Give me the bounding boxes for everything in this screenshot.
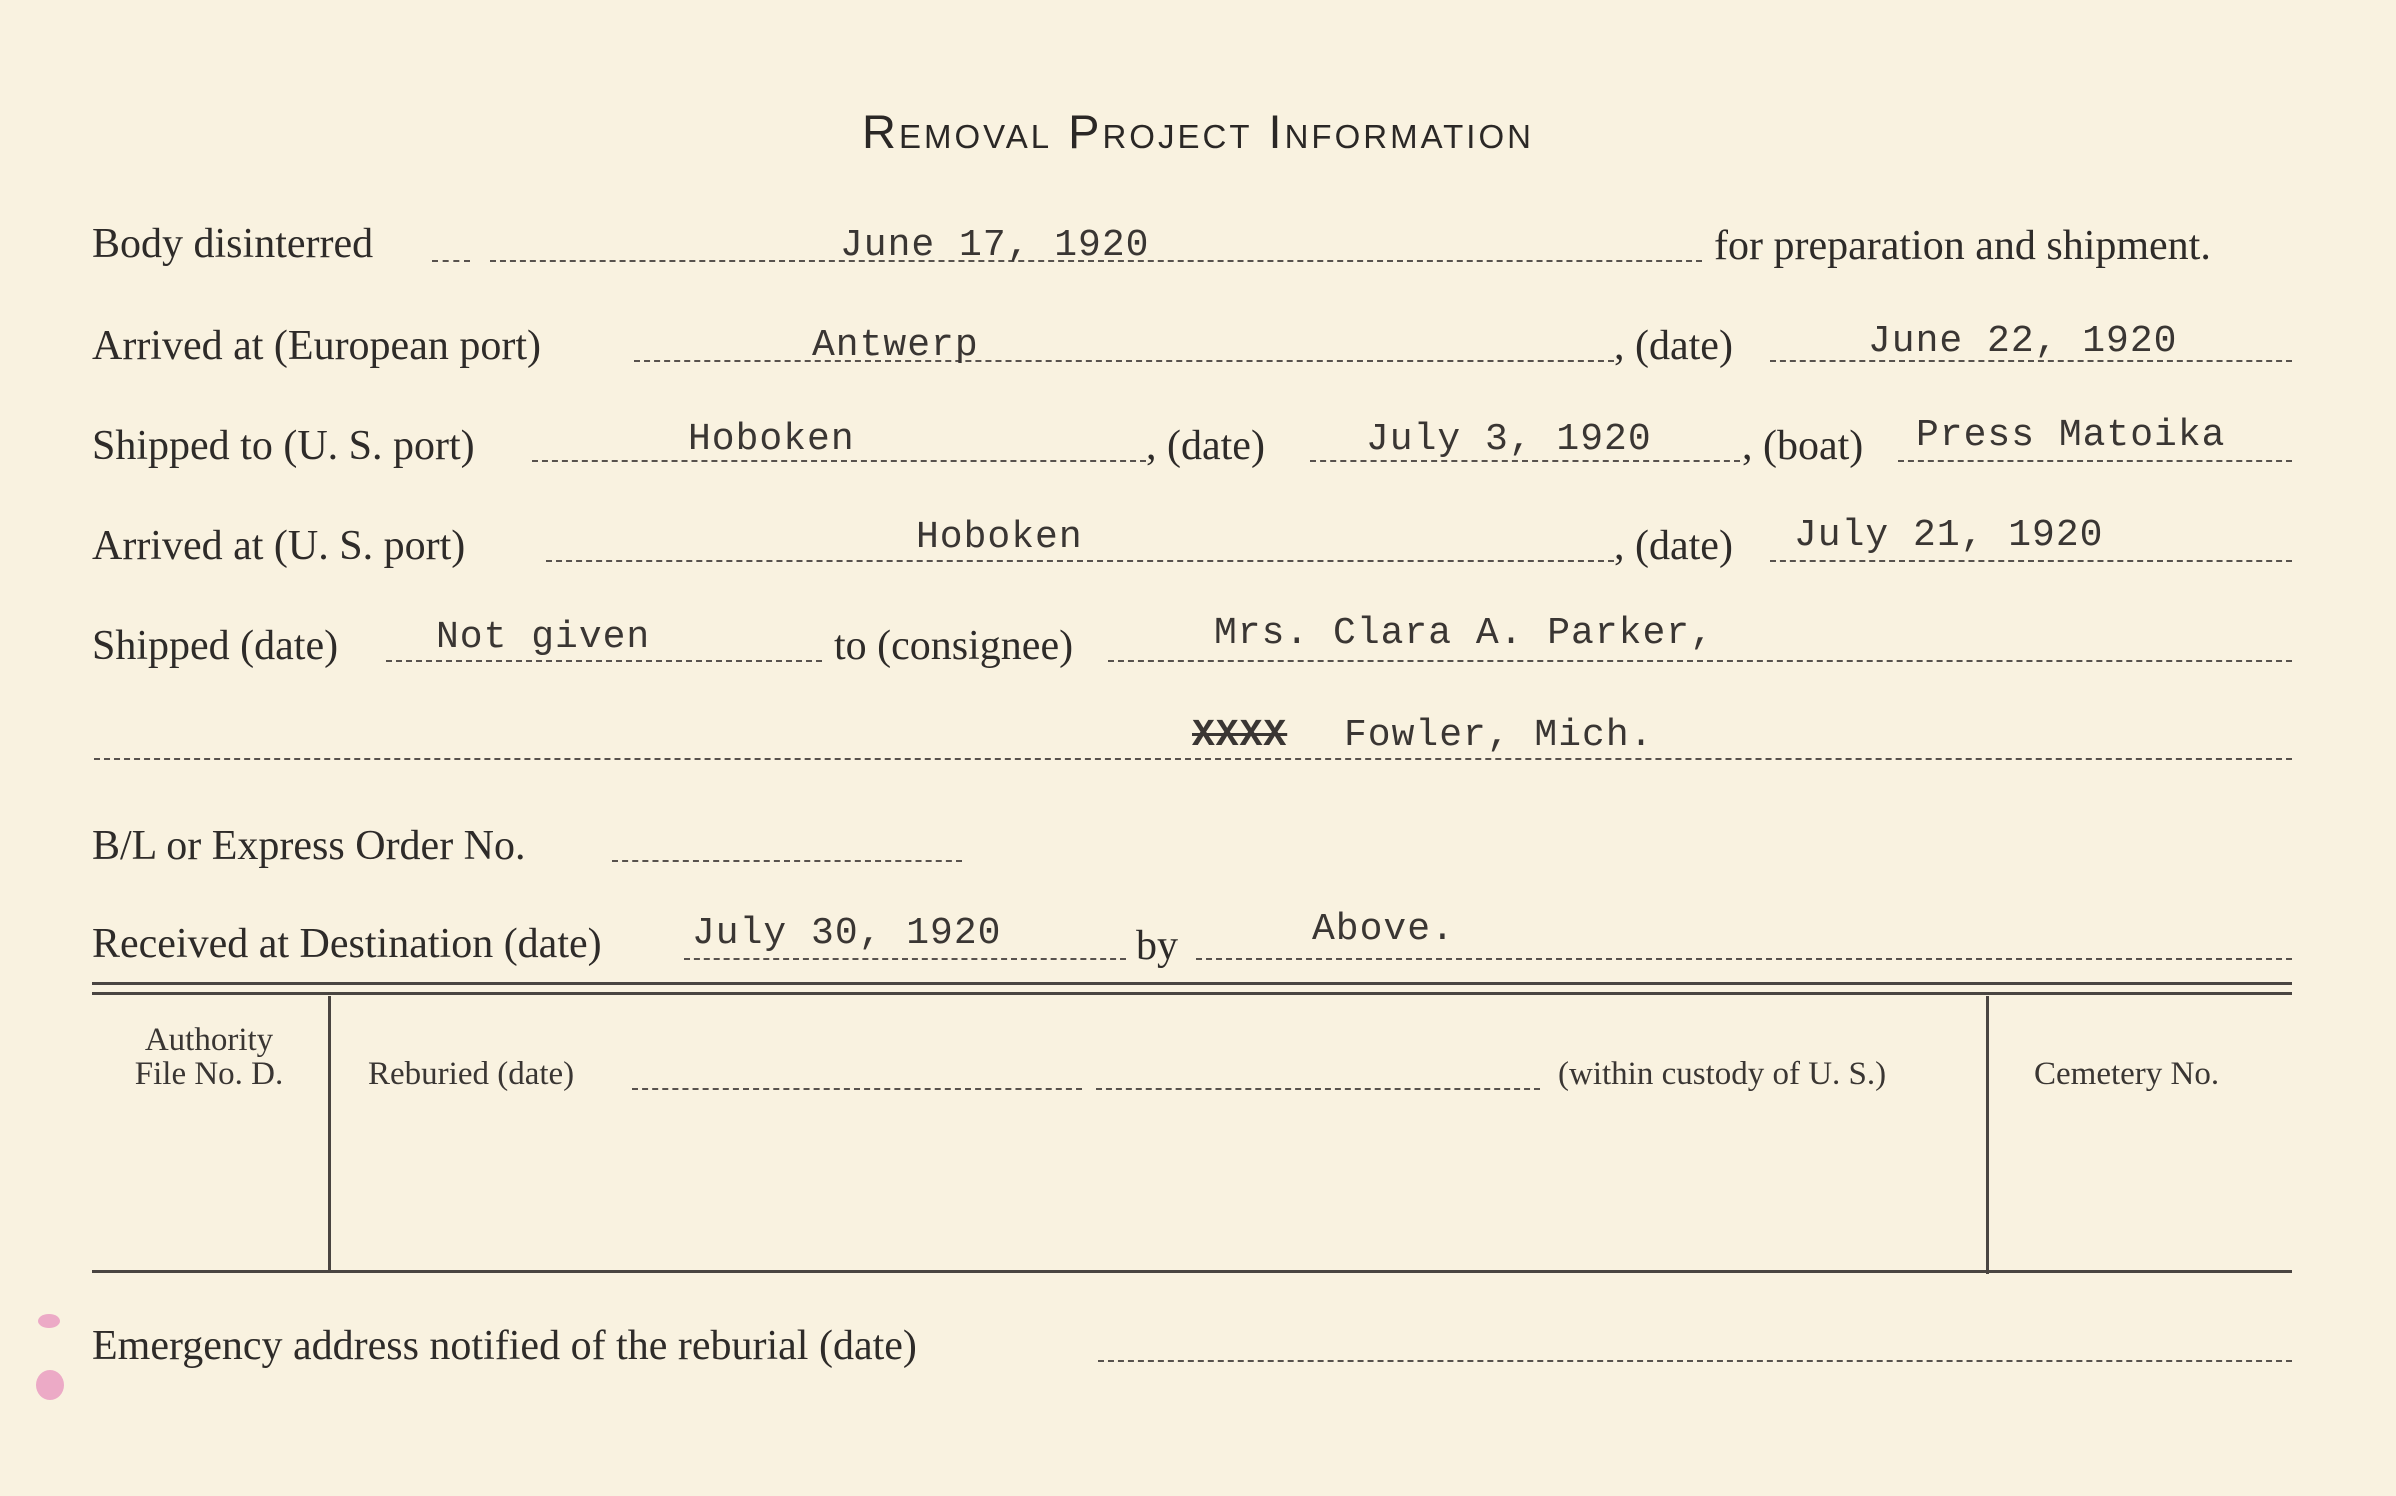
custody-label: (within custody of U. S.) [1558,1056,1887,1092]
dotted-line [1196,958,2292,960]
shipped-us-date-label: , (date) [1146,423,1265,469]
ink-stain [36,1370,64,1400]
box-bottom-rule [92,1270,2292,1273]
authority-label-line1: Authority [144,1022,274,1058]
disinterred-date: June 17, 1920 [840,224,1150,267]
arrived-eu-date: June 22, 1920 [1868,320,2178,363]
consignee-label: to (consignee) [834,623,1074,669]
card-title: Removal Project Information [862,105,1534,158]
cemetery-label: Cemetery No. [2034,1056,2220,1092]
received-date: July 30, 1920 [692,912,1002,955]
emergency-label: Emergency address notified of the reburial (date) [92,1323,917,1369]
arrived-eu-label: Arrived at (European port) [92,323,541,369]
dotted-line [632,1088,1082,1090]
shipped-date: Not given [436,616,651,659]
shipped-us-boat: Press Matoika [1916,414,2226,457]
dotted-line [1096,1088,1540,1090]
dotted-line [94,758,2292,760]
arrived-us-port: Hoboken [916,516,1083,559]
arrived-us-date-label: , (date) [1614,523,1733,569]
authority-label-line2: File No. D. [134,1056,284,1092]
box-divider-right [1986,996,1989,1274]
box-divider-left [328,996,331,1270]
shipped-us-date: July 3, 1920 [1366,418,1652,461]
consignee-name: Mrs. Clara A. Parker, [1214,612,1714,655]
arrived-us-date: July 21, 1920 [1794,514,2104,557]
dotted-line [684,958,1126,960]
ink-stain [38,1314,60,1328]
received-by-label: by [1136,923,1178,969]
reburied-label: Reburied (date) [368,1056,575,1092]
dotted-line [634,360,1614,362]
bl-label: B/L or Express Order No. [92,823,526,869]
shipped-us-label: Shipped to (U. S. port) [92,423,475,469]
shipped-us-boat-label: , (boat) [1742,423,1864,469]
dotted-line [1898,460,2292,462]
dotted-line [432,260,470,262]
consignee-address: Fowler, Mich. [1344,714,1654,757]
arrived-eu-date-label: , (date) [1614,323,1733,369]
dotted-line [1108,660,2292,662]
arrived-us-label: Arrived at (U. S. port) [92,523,466,569]
received-by: Above. [1312,908,1455,951]
dotted-line [386,660,822,662]
disinterred-label: Body disinterred [92,221,374,267]
box-top-rule [92,982,2292,985]
dotted-line [546,560,1614,562]
received-label: Received at Destination (date) [92,921,602,967]
arrived-eu-port: Antwerp [812,324,979,367]
struck-out-text: XXXX [1192,714,1288,757]
box-top-rule-inner [92,992,2292,995]
disinterred-suffix: for preparation and shipment. [1714,223,2211,269]
dotted-line [1770,560,2292,562]
shipped-label: Shipped (date) [92,623,339,669]
dotted-line [1098,1360,2292,1362]
shipped-us-port: Hoboken [688,418,855,461]
dotted-line [612,860,962,862]
